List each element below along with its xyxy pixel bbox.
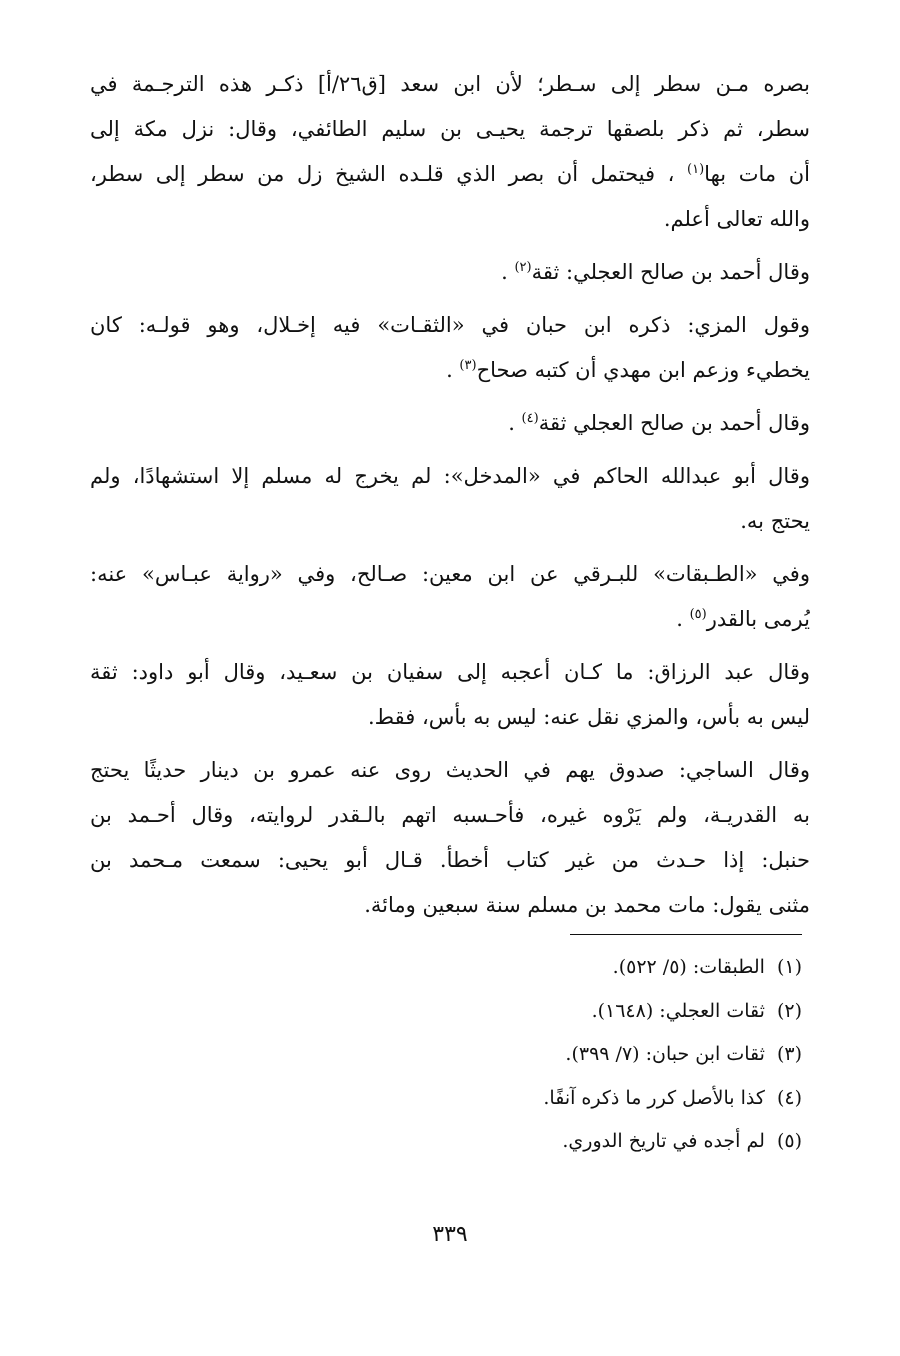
footnote-separator: [570, 934, 802, 935]
text-segment: .: [508, 411, 522, 435]
text-segment: أن مات بها: [704, 162, 810, 186]
footnote-text: ثقات العجلي: (١٦٤٨).: [591, 999, 765, 1022]
paragraph-8: [90, 748, 810, 928]
footnote-item: [90, 1077, 802, 1121]
footnotes: [90, 946, 802, 1164]
text-line: والله تعالى أعلم.: [663, 207, 810, 231]
footnote-number: (١): [776, 956, 802, 978]
paragraph-6: [90, 552, 810, 642]
footnote-number: (٣): [776, 1043, 802, 1065]
text-line: مثنى يقول: مات محمد بن مسلم سنة سبعين ومائة.: [364, 893, 810, 917]
text-segment: ، فيحتمل أن بصر الذي قلـده الشيخ زل من سطر إلى سطر،: [90, 162, 688, 186]
footnote-ref[interactable]: (٢): [514, 260, 532, 275]
text-segment: .: [446, 358, 460, 382]
text-line: وفي «الطـبقات» للبـرقي عن ابن معين: صـالح، وفي «رواية عبـاس» عنه:: [90, 562, 810, 586]
text-segment: .: [501, 260, 515, 284]
footnote-text: ثقات ابن حبان: (٧/ ٣٩٩).: [565, 1043, 765, 1065]
text-segment: يُرمى بالقدر: [706, 607, 810, 631]
text-line: [90, 348, 810, 393]
text-line: يحتج به.: [740, 509, 810, 533]
footnote-item: [90, 990, 802, 1034]
footnote-item: [90, 946, 802, 990]
text-line: وقول المزي: ذكره ابن حبان في «الثقـات» فيه إخـلال، وهو قولـه: كان: [90, 313, 810, 337]
footnote-item: [90, 1033, 802, 1077]
footnote-ref[interactable]: (٤): [521, 411, 539, 426]
text-line: وقال الساجي: صدوق يهم في الحديث روى عنه عمرو بن دينار حديثًا يحتج: [90, 758, 810, 782]
text-line: سطر، ثم ذكر بلصقها ترجمة يحيـى بن سليم الطائفي، وقال: نزل مكة إلى: [90, 117, 810, 141]
text-line: [90, 597, 810, 642]
text-line: [90, 152, 810, 197]
text-line: بصره مـن سطر إلى سـطر؛ لأن ابن سعد [ق٢٦/أ] ذكـر هذه الترجـمة في: [90, 72, 810, 96]
text-line: حنبل: إذا حـدث من غير كتاب أخطأ. قـال أبو يحيى: سمعت مـحمد بن: [90, 848, 810, 872]
paragraph-7: [90, 650, 810, 740]
text-line: [90, 401, 810, 446]
footnote-number: (٢): [776, 999, 802, 1022]
footnote-text: كذا بالأصل كرر ما ذكره آنفًا.: [543, 1086, 765, 1109]
footnote-text: الطبقات: (٥/ ٥٢٢).: [612, 956, 765, 978]
footnote-item: [90, 1120, 802, 1164]
text-line: ليس به بأس، والمزي نقل عنه: ليس به بأس، فقط.: [368, 705, 810, 729]
footnote-ref[interactable]: (٣): [459, 358, 477, 373]
text-line: [90, 250, 810, 295]
text-segment: وقال أحمد بن صالح العجلي ثقة: [538, 411, 810, 435]
text-segment: وقال أحمد بن صالح العجلي: ثقة: [531, 260, 810, 284]
text-line: به القدريـة، ولم يَرْوه غيره، فأحـسبه اتهم بالـقدر لروايته، وقال أحـمد بن: [90, 803, 810, 827]
paragraph-1: [90, 62, 810, 242]
footnote-text: لم أجده في تاريخ الدوري.: [562, 1130, 765, 1152]
paragraph-5: [90, 454, 810, 544]
paragraph-2: [90, 250, 810, 295]
main-text: [90, 62, 810, 936]
page-number: ٣٣٩: [432, 1222, 468, 1247]
text-line: وقال عبد الرزاق: ما كـان أعجبه إلى سفيان بن سعـيد، وقال أبو داود: ثقة: [90, 660, 810, 684]
footnote-number: (٤): [776, 1086, 802, 1109]
paragraph-4: [90, 401, 810, 446]
footnote-number: (٥): [776, 1130, 802, 1152]
footnote-ref[interactable]: (٥): [689, 607, 707, 622]
text-line: وقال أبو عبدالله الحاكم في «المدخل»: لم يخرج له مسلم إلا استشهادًا، ولم: [90, 464, 810, 488]
text-segment: يخطيء وزعم ابن مهدي أن كتبه صحاح: [476, 358, 810, 382]
footnote-ref[interactable]: (١): [687, 162, 705, 177]
text-segment: .: [676, 607, 690, 631]
paragraph-3: [90, 303, 810, 393]
